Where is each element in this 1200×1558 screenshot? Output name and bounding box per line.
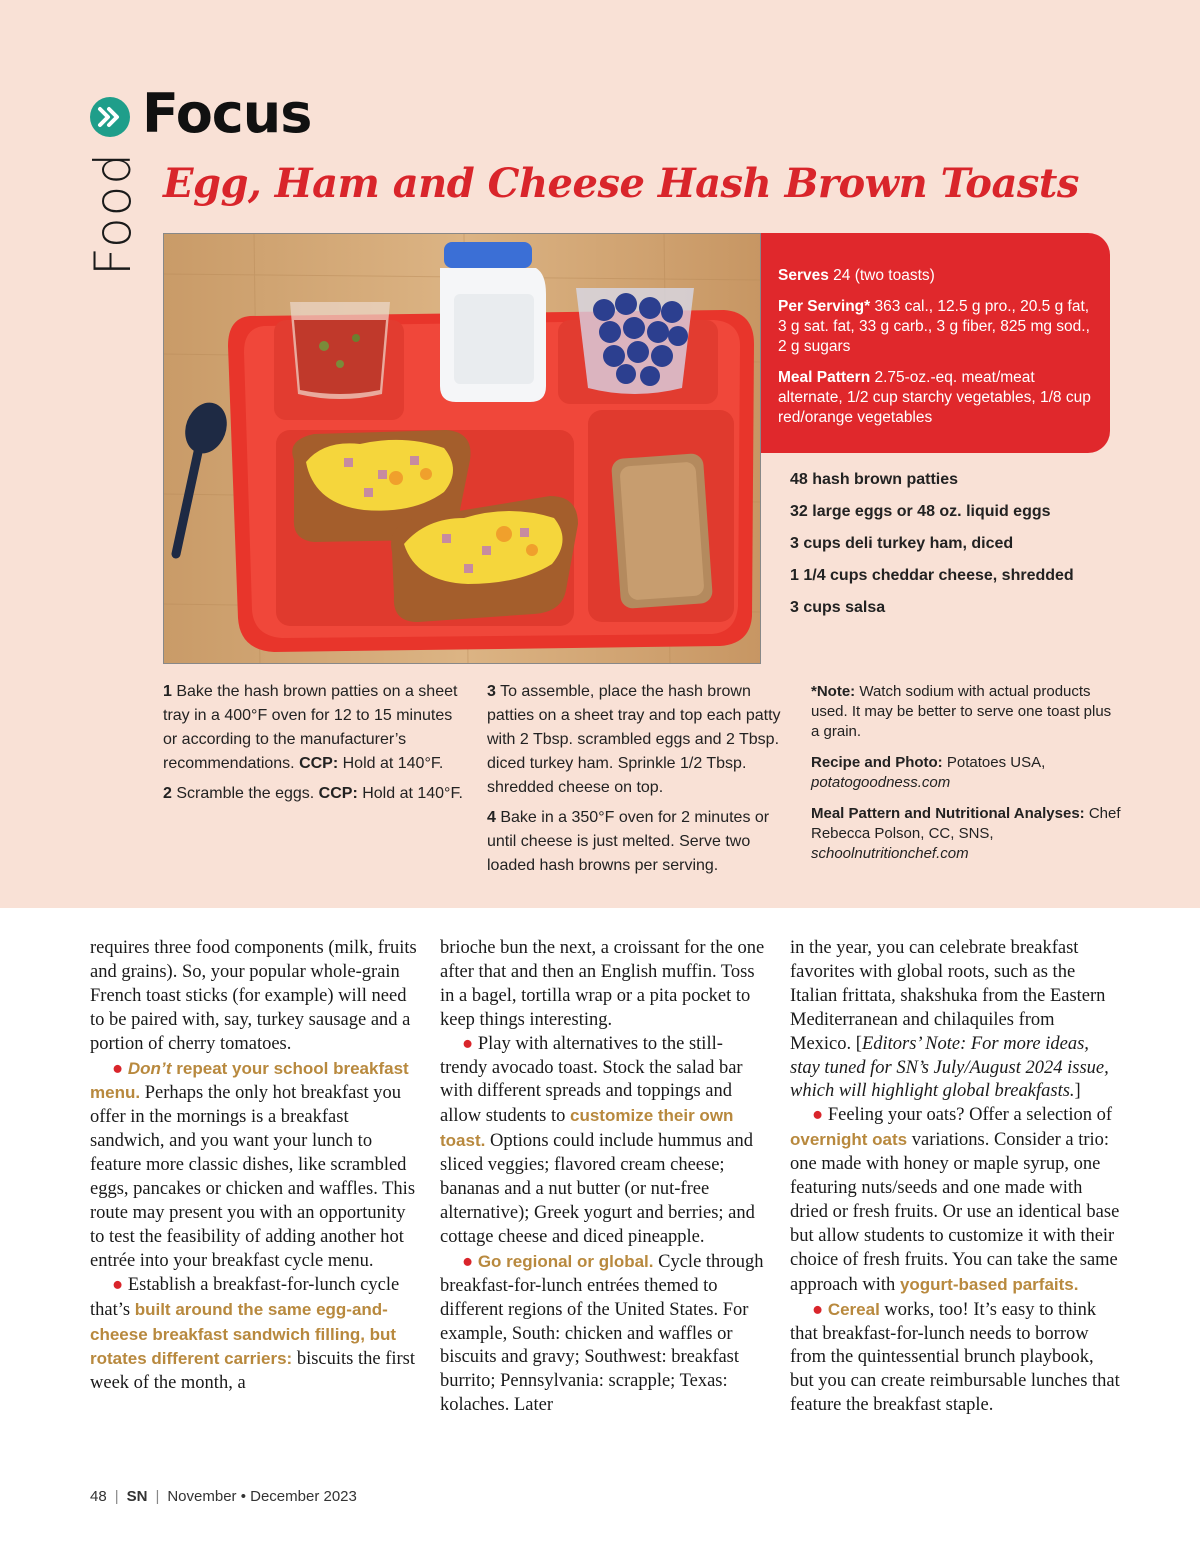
step-4: 4 Bake in a 350°F oven for 2 minutes or until cheese is just melted. Serve two loaded hash browns per serving. bbox=[487, 809, 770, 874]
sodium-note: *Note: Watch sodium with actual products used. It may be better to serve one toast plus a grain. bbox=[811, 683, 1112, 740]
analysis-credit: Meal Pattern and Nutritional Analyses: Chef Rebecca Polson, CC, SNS, schoolnutritionchef.com bbox=[811, 805, 1121, 862]
bullet-icon: ● bbox=[812, 1299, 824, 1320]
bullet-paragraph: ● Go regional or global. Cycle through breakfast-for-lunch entrées themed to different regions of the United States. For example, South: chicken and waffles or biscuits and gravy; Southwest: breakfast burrito; Pennsylvania: scrapple; Texas: kolaches. Later bbox=[440, 1251, 764, 1416]
step-2: 2 Scramble the eggs. CCP: Hold at 140°F. bbox=[163, 785, 463, 802]
ingredient-item: 48 hash brown patties bbox=[790, 471, 959, 488]
step-1: 1 Bake the hash brown patties on a sheet tray in a 400°F oven for 12 to 15 minutes or according to the manufacturer’s recommendations. CCP: Hold at 140°F. bbox=[163, 683, 458, 772]
double-chevron-icon bbox=[90, 97, 130, 137]
recipe-credit: Recipe and Photo: Potatoes USA, potatogoodness.com bbox=[811, 754, 1046, 791]
bullet-icon: ● bbox=[112, 1058, 124, 1079]
page-footer: 48 | SN | November • December 2023 bbox=[90, 1488, 357, 1505]
ingredient-item: 32 large eggs or 48 oz. liquid eggs bbox=[790, 503, 1051, 520]
ingredient-item: 3 cups deli turkey ham, diced bbox=[790, 535, 1014, 552]
analysis-link: schoolnutritionchef.com bbox=[811, 845, 969, 862]
bullet-icon: ● bbox=[112, 1274, 124, 1295]
bullet-paragraph: ● Cereal works, too! It’s easy to think that breakfast-for-lunch needs to borrow from the quintessential brunch playbook, but you can create reimbursable lunches that feature the breakfast staple. bbox=[790, 1299, 1120, 1416]
article-column-2 bbox=[440, 937, 770, 1418]
ingredient-item: 1 1/4 cups cheddar cheese, shredded bbox=[790, 567, 1074, 584]
magazine-name: SN bbox=[126, 1488, 148, 1505]
ingredient-item: 3 cups salsa bbox=[790, 599, 886, 616]
per-serving-line: Per Serving* 363 cal., 12.5 g pro., 20.5 g fat, 3 g sat. fat, 33 g carb., 3 g fiber, 825 mg sod., 2 g sugars bbox=[778, 298, 1090, 355]
paragraph: brioche bun the next, a croissant for the one after that and then an English muffin. Toss in a bagel, tortilla wrap or a pita pocket to keep things interesting. bbox=[440, 938, 765, 1030]
step-3: 3 To assemble, place the hash brown patties on a sheet tray and top each patty with 2 Tbsp. scrambled eggs and 2 Tbsp. diced turkey ham. Sprinkle 1/2 Tbsp. shredded cheese on top. bbox=[487, 683, 781, 796]
bullet-paragraph: ● Don’t repeat your school breakfast menu. Perhaps the only hot breakfast you offer in the mornings is a breakfast sandwich, and you want your lunch to feature more classic dishes, like scrambled eggs, pancakes or chicken and waffles. This route may present you with an opportunity to test the feasibility of adding another hot entrée into your breakfast cycle menu. bbox=[90, 1058, 416, 1271]
bullet-icon: ● bbox=[462, 1033, 474, 1054]
section-label: Food bbox=[84, 152, 142, 276]
issue-date: November • December 2023 bbox=[167, 1488, 357, 1505]
nutrition-box bbox=[761, 233, 1110, 453]
meal-pattern-line: Meal Pattern 2.75-oz.-eq. meat/meat alternate, 1/2 cup starchy vegetables, 1/8 cup red/orange vegetables bbox=[778, 369, 1091, 426]
bullet-icon: ● bbox=[462, 1251, 474, 1272]
food-photo bbox=[163, 233, 761, 664]
bullet-paragraph: ● Feeling your oats? Offer a selection of overnight oats variations. Consider a trio: one made with honey or maple syrup, one featuring nuts/seeds and one made with dried or fresh fruits. Or use an identical base but allow students to customize it with their choice of fresh fruits. You can take the same approach with yogurt-based parfaits. bbox=[790, 1105, 1120, 1295]
bullet-paragraph: ● Establish a breakfast-for-lunch cycle that’s built around the same egg-and-cheese breakfast sandwich filling, but rotates different carriers: biscuits the first week of the month, a bbox=[90, 1274, 415, 1394]
steps-column-2 bbox=[487, 680, 793, 884]
paragraph: in the year, you can celebrate breakfast favorites with global roots, such as the Italian frittata, shakshuka from the Eastern Mediterranean and chilaquiles from Mexico. [Editors’ Note: For more ideas, stay tuned for SN’s July/August 2024 issue, which will highlight global breakfasts.] bbox=[790, 938, 1109, 1102]
credit-link: potatogoodness.com bbox=[811, 774, 951, 791]
bullet-icon: ● bbox=[812, 1105, 824, 1126]
page-number: 48 bbox=[90, 1488, 107, 1505]
serves-line: Serves 24 (two toasts) bbox=[778, 267, 935, 284]
bullet-paragraph: ● Play with alternatives to the still-trendy avocado toast. Stock the salad bar with different spreads and toppings and allow students to customize their own toast. Options could include hummus and sliced veggies; flavored cream cheese; bananas and a nut butter (or nut-free alternative); Greek yogurt and berries; and cottage cheese and diced pineapple. bbox=[440, 1033, 755, 1247]
recipe-title: Egg, Ham and Cheese Hash Brown Toasts bbox=[163, 160, 1079, 207]
notes-column bbox=[811, 682, 1121, 875]
section-title: Focus bbox=[142, 82, 312, 145]
ingredients-list bbox=[790, 468, 1074, 628]
paragraph: requires three food components (milk, fruits and grains). So, your popular whole-grain French toast sticks (for example) will need to be paired with, say, turkey sausage and a portion of cherry tomatoes. bbox=[90, 938, 417, 1054]
steps-column-1 bbox=[163, 680, 463, 812]
article-column-1 bbox=[90, 937, 420, 1396]
article-column-3 bbox=[790, 937, 1120, 1418]
